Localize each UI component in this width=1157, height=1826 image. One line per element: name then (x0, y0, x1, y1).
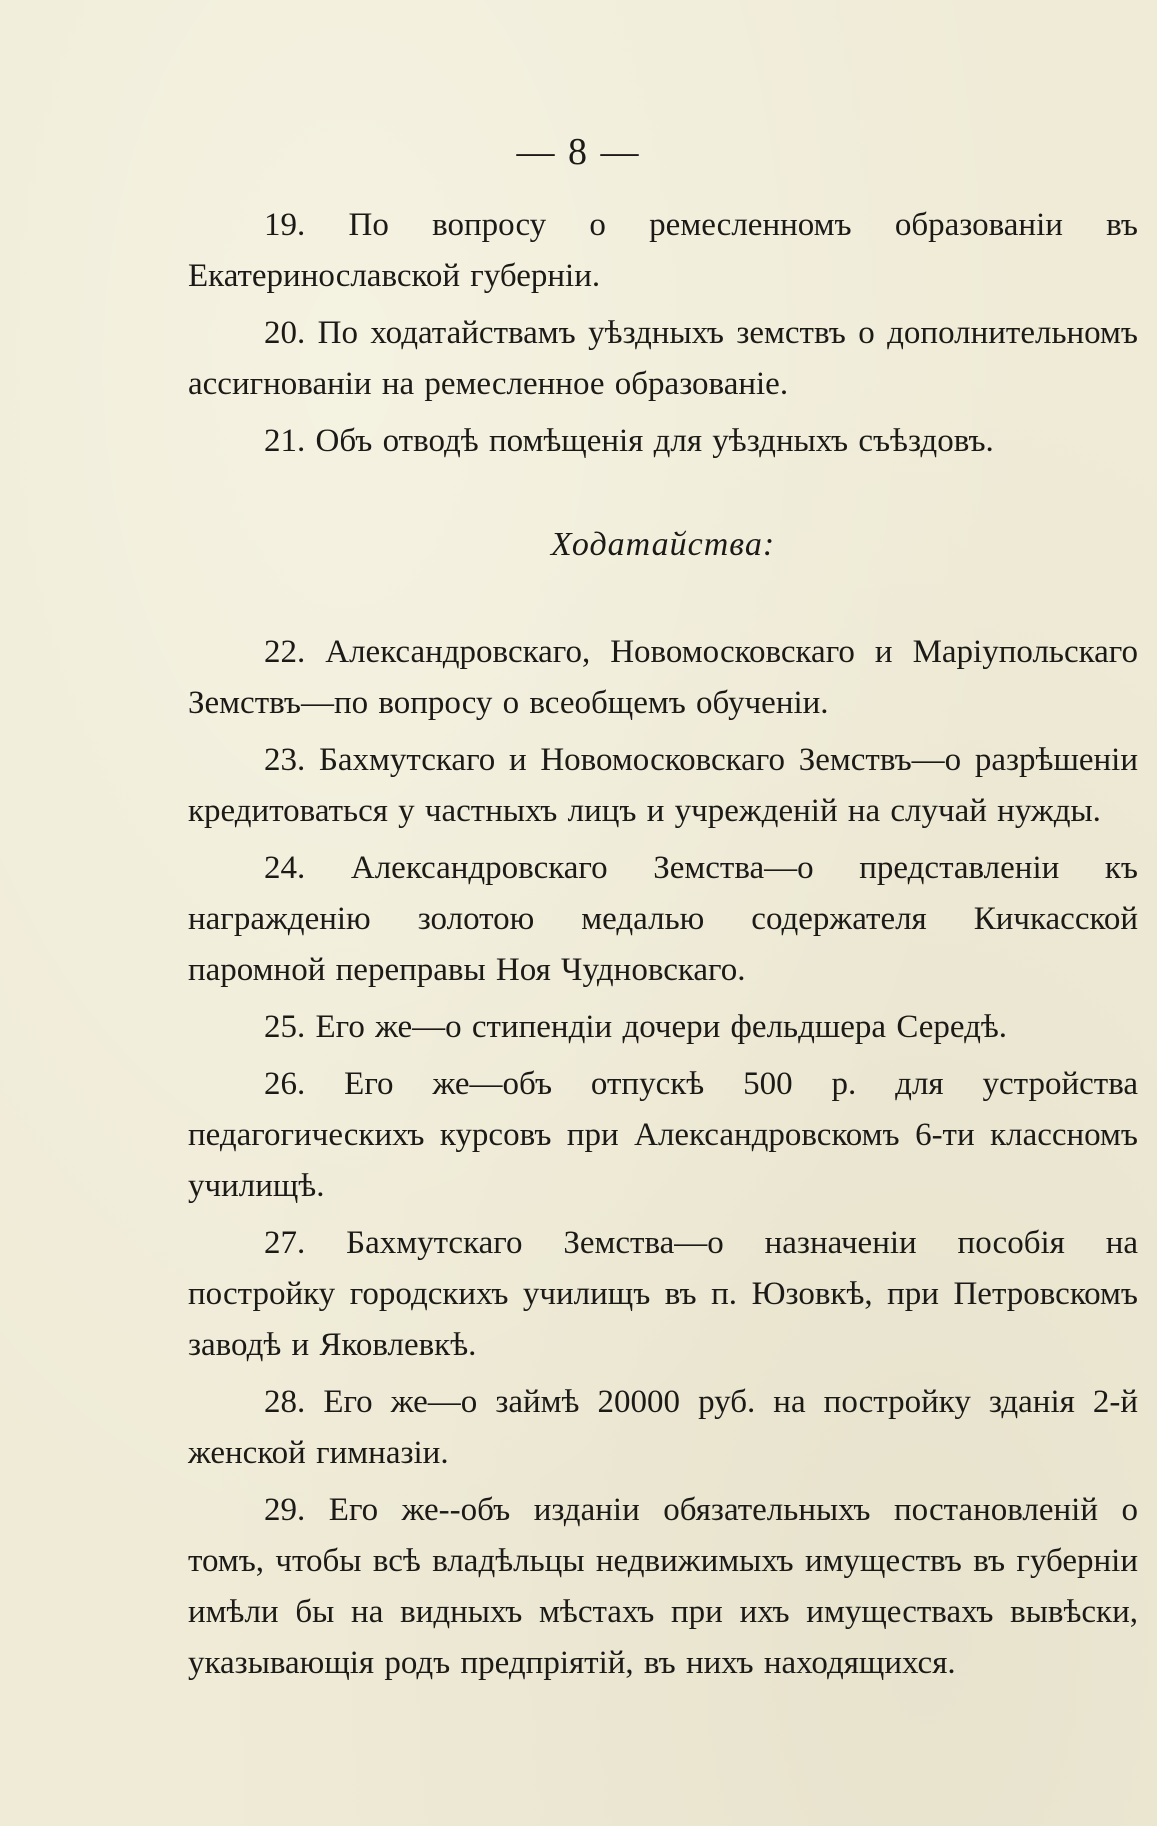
section-heading: Ходатайства: (550, 526, 776, 563)
list-item-24 (188, 843, 1138, 996)
item-text: По ходатайствамъ уѣздныхъ земствъ о дополнительномъ ассигнованіи на ремесленное образованіе. (188, 315, 1139, 402)
list-item-21 (188, 416, 1138, 467)
item-number: 21. (264, 423, 306, 459)
page-number: — 8 — (516, 131, 641, 173)
item-text: Александровскаго Земства—о представленіи къ награжденію золотою медалью содержателя Кичкасской паромной переправы Ноя Чудновскаго. (188, 850, 1138, 988)
item-text: Его же—объ отпускѣ 500 р. для устройства педагогическихъ курсовъ при Александровскомъ 6-ти классномъ училищѣ. (188, 1066, 1139, 1204)
item-text: Объ отводѣ помѣщенія для уѣздныхъ съѣздовъ. (315, 423, 994, 459)
item-text: Бахмутскаго и Новомосковскаго Земствъ—о разрѣшеніи кредитоваться у частныхъ лицъ и учрежденій на случай нужды. (188, 742, 1138, 829)
list-item-20 (188, 308, 1138, 410)
page-body (188, 200, 1138, 1695)
list-item-26 (188, 1059, 1138, 1212)
item-text: Александровскаго, Новомосковскаго и Маріупольскаго Земствъ—по вопросу о всеобщемъ обученіи. (188, 634, 1139, 721)
item-number: 26. (264, 1066, 306, 1102)
item-text: Его же—о стипендіи дочери фельдшера Середѣ. (315, 1009, 1008, 1045)
list-item-23 (188, 735, 1138, 837)
item-number: 22. (264, 634, 306, 670)
list-item-22 (188, 627, 1138, 729)
item-text: Бахмутскаго Земства—о назначеніи пособія на постройку городскихъ училищъ въ п. Юзовкѣ, при Петровскомъ заводѣ и Яковлевкѣ. (188, 1225, 1139, 1363)
item-number: 28. (264, 1384, 306, 1420)
item-number: 25. (264, 1009, 306, 1045)
list-item-29 (188, 1485, 1138, 1689)
item-text: Его же—о займѣ 20000 руб. на постройку зданія 2-й женской гимназіи. (188, 1384, 1139, 1471)
list-item-19 (188, 200, 1138, 302)
item-number: 24. (264, 850, 306, 886)
item-number: 19. (264, 207, 306, 243)
item-number: 27. (264, 1225, 306, 1261)
item-number: 23. (264, 742, 306, 778)
item-text: Его же--объ изданіи обязательныхъ постановленій о томъ, чтобы всѣ владѣльцы недвижимыхъ имуществъ въ губерніи имѣли бы на видныхъ мѣстахъ при ихъ имуществахъ вывѣски, указывающія родъ предпріятій, въ нихъ находящихся. (188, 1492, 1139, 1681)
item-number: 29. (264, 1492, 306, 1528)
list-item-25 (188, 1002, 1138, 1053)
list-item-28 (188, 1377, 1138, 1479)
item-text: По вопросу о ремесленномъ образованіи въ Екатеринославской губерніи. (188, 207, 1138, 294)
list-item-27 (188, 1218, 1138, 1371)
item-number: 20. (264, 315, 306, 351)
